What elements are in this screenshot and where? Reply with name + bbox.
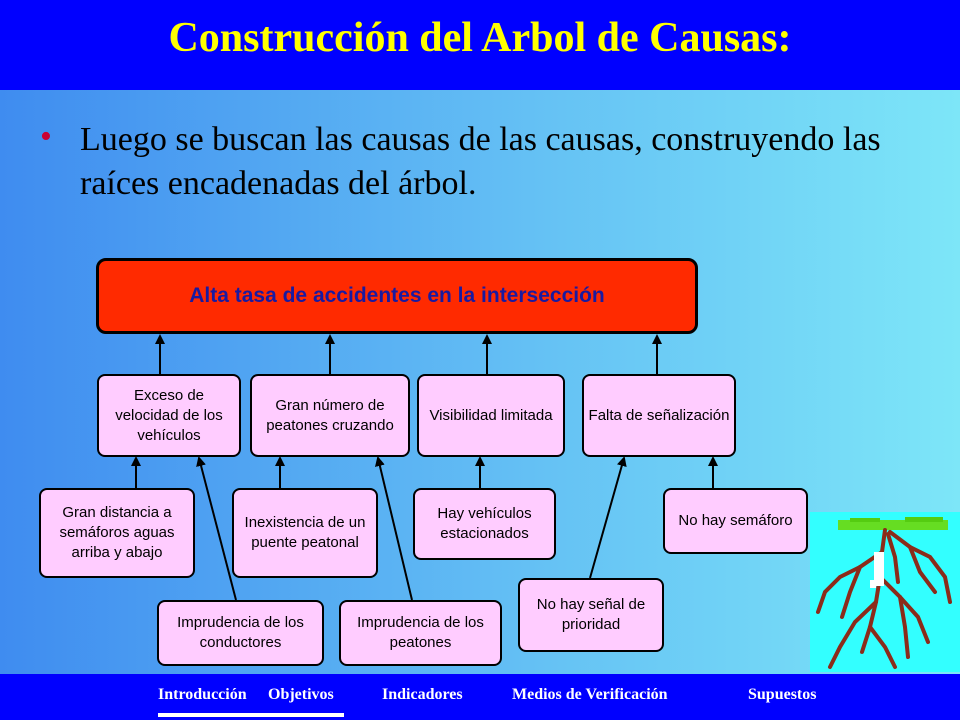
subcause-box: No hay señal de prioridad <box>518 578 664 652</box>
subcause-box: Gran distancia a semáforos aguas arriba y abajo <box>39 488 195 578</box>
nav-medios-verificacion[interactable]: Medios de Verificación <box>512 686 668 703</box>
subcause-box: Hay vehículos estacionados <box>413 488 556 560</box>
tree-roots-icon <box>810 512 960 672</box>
bullet-marker: • <box>40 118 52 155</box>
nav-indicadores[interactable]: Indicadores <box>382 686 463 703</box>
subcause-box: Imprudencia de los peatones <box>339 600 502 666</box>
cause-box: Falta de señalización <box>582 374 736 457</box>
bullet-text: Luego se buscan las causas de las causas, construyendo las raíces encadenadas del árbol. <box>80 121 881 202</box>
slide-title: Construcción del Arbol de Causas: <box>168 15 792 61</box>
arrow-sub-2 <box>199 458 236 600</box>
nav-supuestos[interactable]: Supuestos <box>748 686 817 703</box>
nav-active-indicator <box>158 713 344 717</box>
cause-box: Gran número de peatones cruzando <box>250 374 410 457</box>
subcause-box: Imprudencia de los conductores <box>157 600 324 666</box>
cause-box: Exceso de velocidad de los vehículos <box>97 374 241 457</box>
subcause-box: No hay semáforo <box>663 488 808 554</box>
cause-box: Visibilidad limitada <box>417 374 565 457</box>
problem-box: Alta tasa de accidentes en la intersección <box>96 258 698 334</box>
nav-introduccion[interactable]: Introducción <box>158 686 247 703</box>
subcause-box: Inexistencia de un puente peatonal <box>232 488 378 578</box>
arrow-sub-4 <box>378 458 412 600</box>
nav-objetivos[interactable]: Objetivos <box>268 686 334 703</box>
arrow-sub-6 <box>590 458 624 578</box>
